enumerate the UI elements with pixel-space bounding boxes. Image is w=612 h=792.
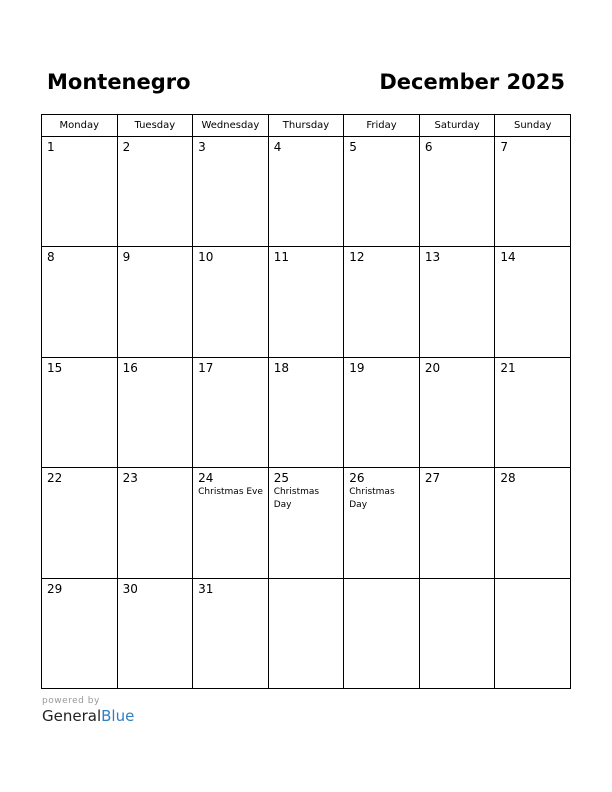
day-cell bbox=[193, 357, 269, 467]
day-number: 25 bbox=[273, 471, 289, 486]
day-cell bbox=[193, 247, 269, 357]
day-cell bbox=[419, 357, 495, 467]
day-cell bbox=[419, 578, 495, 688]
day-number: 19 bbox=[349, 360, 365, 375]
day-number: 3 bbox=[198, 140, 206, 154]
day-cell bbox=[117, 357, 193, 467]
day-number: 15 bbox=[47, 360, 63, 375]
day-cell bbox=[117, 468, 193, 578]
day-cell bbox=[495, 137, 571, 247]
day-cell bbox=[344, 247, 420, 357]
day-number: 2 bbox=[122, 140, 131, 154]
day-number: 12 bbox=[349, 250, 365, 265]
weekday-saturday: Saturday bbox=[419, 115, 495, 137]
day-cell bbox=[42, 357, 118, 467]
day-cell bbox=[117, 247, 193, 357]
day-number: 23 bbox=[122, 471, 138, 486]
day-cell bbox=[117, 578, 193, 688]
powered-by-text: powered by bbox=[42, 696, 100, 706]
holiday-label: Christmas Day bbox=[273, 487, 320, 511]
holiday-label: Christmas Eve bbox=[198, 487, 263, 498]
month-title: December 2025 bbox=[379, 70, 565, 94]
day-cell bbox=[268, 137, 344, 247]
day-number bbox=[420, 579, 495, 583]
day-cell bbox=[344, 578, 420, 688]
day-number: 22 bbox=[47, 471, 63, 486]
day-cell bbox=[268, 578, 344, 688]
week-row bbox=[42, 357, 571, 467]
day-cell bbox=[495, 578, 571, 688]
day-cell bbox=[42, 137, 118, 247]
week-row bbox=[42, 468, 571, 578]
day-cell bbox=[268, 357, 344, 467]
day-number: 18 bbox=[273, 360, 289, 375]
day-number: 30 bbox=[122, 581, 138, 596]
day-number: 29 bbox=[47, 581, 63, 596]
day-number: 5 bbox=[349, 140, 357, 154]
day-cell bbox=[344, 468, 420, 578]
day-number: 26 bbox=[349, 471, 365, 486]
day-number: 9 bbox=[122, 250, 131, 265]
day-number: 27 bbox=[424, 471, 441, 486]
day-number: 17 bbox=[198, 360, 214, 375]
day-cell bbox=[495, 357, 571, 467]
day-cell bbox=[42, 578, 118, 688]
day-number: 21 bbox=[500, 360, 516, 375]
day-cell bbox=[117, 137, 193, 247]
day-cell bbox=[495, 468, 571, 578]
day-number: 11 bbox=[273, 250, 289, 265]
day-number: 6 bbox=[424, 140, 433, 154]
weekday-thursday: Thursday bbox=[268, 115, 344, 137]
day-number: 1 bbox=[47, 140, 55, 154]
footer bbox=[42, 696, 134, 725]
weekday-tuesday: Tuesday bbox=[117, 115, 193, 137]
day-cell bbox=[193, 578, 269, 688]
weekday-wednesday: Wednesday bbox=[193, 115, 269, 137]
weekday-sunday: Sunday bbox=[495, 115, 571, 137]
day-number bbox=[495, 579, 570, 583]
day-number: 24 bbox=[198, 471, 214, 486]
day-number: 28 bbox=[500, 471, 516, 486]
day-cell bbox=[344, 357, 420, 467]
day-cell bbox=[42, 468, 118, 578]
day-cell bbox=[42, 247, 118, 357]
day-cell bbox=[419, 468, 495, 578]
brand-general: General bbox=[42, 707, 102, 725]
calendar-grid bbox=[41, 114, 571, 689]
day-number: 10 bbox=[198, 250, 214, 265]
day-number: 20 bbox=[424, 360, 441, 375]
day-number: 13 bbox=[424, 250, 441, 265]
day-number: 4 bbox=[273, 140, 282, 154]
day-cell bbox=[495, 247, 571, 357]
day-number: 16 bbox=[122, 360, 138, 375]
week-row bbox=[42, 137, 571, 247]
country-title: Montenegro bbox=[47, 70, 191, 94]
day-number bbox=[269, 579, 344, 583]
holiday-label: Christmas Day bbox=[349, 487, 395, 511]
calendar-header bbox=[47, 70, 565, 100]
day-number: 14 bbox=[500, 250, 516, 265]
day-number: 7 bbox=[500, 140, 509, 154]
day-cell bbox=[419, 137, 495, 247]
weekday-friday: Friday bbox=[344, 115, 420, 137]
day-number bbox=[344, 579, 419, 583]
brand-blue: Blue bbox=[101, 707, 135, 725]
day-number: 31 bbox=[198, 581, 214, 596]
generalblue-logo bbox=[42, 707, 134, 725]
day-cell bbox=[419, 247, 495, 357]
day-cell bbox=[268, 468, 344, 578]
weekday-header-row bbox=[42, 115, 571, 137]
weekday-monday: Monday bbox=[42, 115, 118, 137]
day-cell bbox=[193, 468, 269, 578]
week-row bbox=[42, 247, 571, 357]
day-cell bbox=[344, 137, 420, 247]
day-number: 8 bbox=[47, 250, 55, 265]
day-cell bbox=[193, 137, 269, 247]
week-row bbox=[42, 578, 571, 688]
day-cell bbox=[268, 247, 344, 357]
